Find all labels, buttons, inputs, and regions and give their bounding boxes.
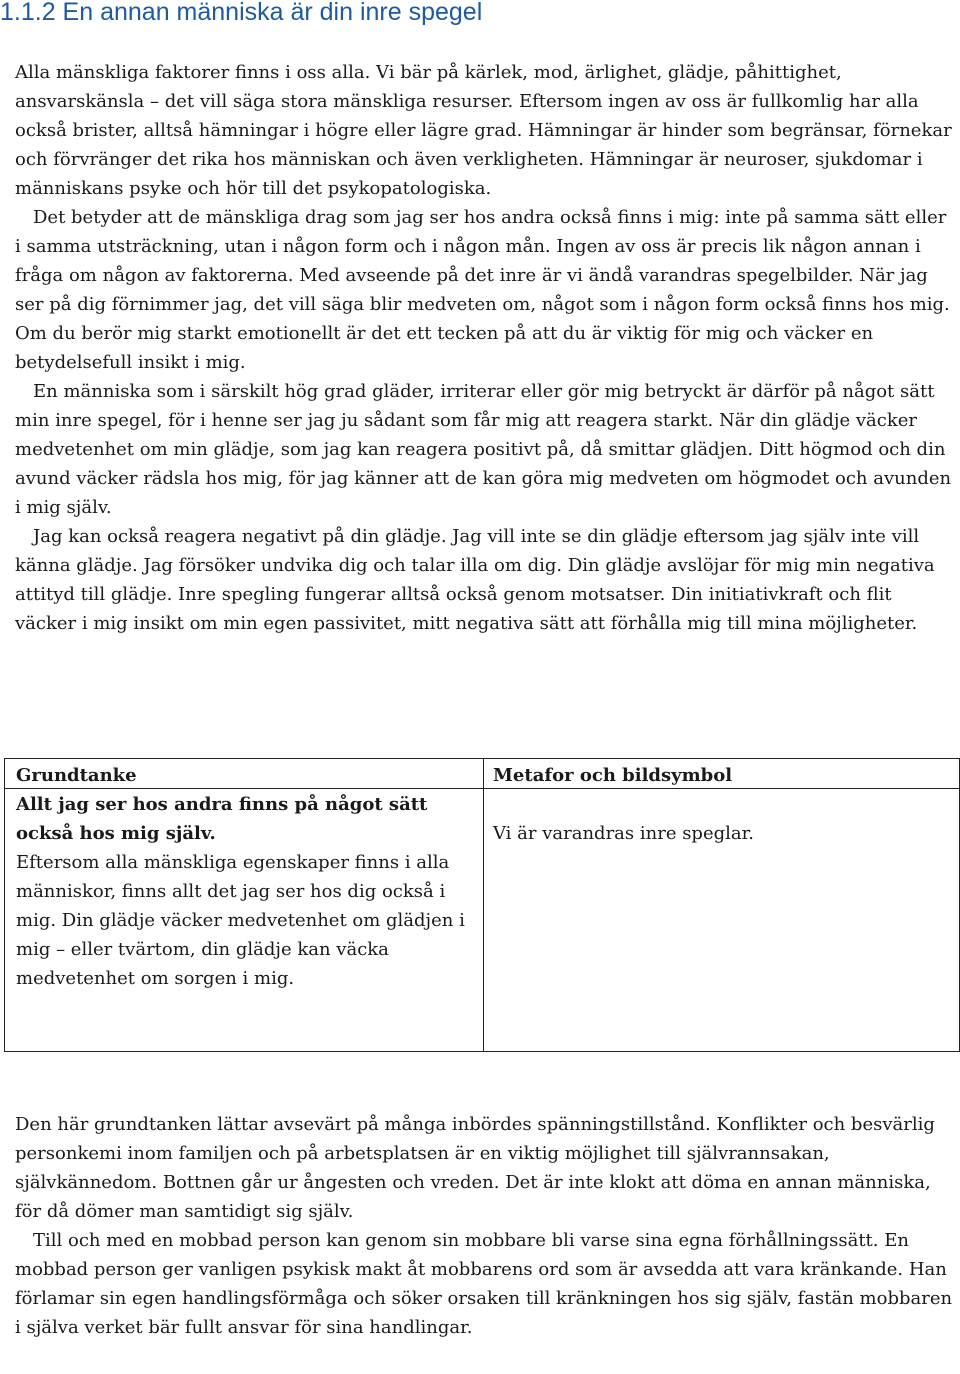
grundtanke-cell [5,759,484,1051]
grundtanke-header: Grundtanke [16,765,137,786]
grundtanke-explanation: Eftersom alla mänskliga egenskaper finns i alla människor, finns allt det jag ser hos dig också i mig. Din glädje väcker medvetenhet om glädjen i mig – eller tvärtom, din glädje kan väcka medvetenhet om sorgen i mig. [16,852,465,989]
intro-text [15,58,955,638]
table-header-divider [4,788,483,789]
paragraph: En människa som i särskilt hög grad gläder, irriterar eller gör mig betryckt är därför på något sätt min inre spegel, för i henne ser jag ju sådant som får mig att reagera starkt. När din glädje väcker medvetenhet om min glädje, som jag kan reagera positivt på, då smittar glädjen. Ditt högmod och din avund väcker rädsla hos mig, för jag känner att de kan göra mig medveten om högmodet och avunden i mig själv. [15,381,952,518]
metafor-text: Vi är varandras inre speglar. [493,823,754,844]
section-heading: 1.1.2 En annan människa är din inre spegel [0,0,483,26]
metafor-cell [484,759,959,1051]
grundtanke-statement: Allt jag ser hos andra finns på något sätt också hos mig själv. [16,794,428,844]
table-header-divider [483,788,960,789]
summary-table [4,758,960,1052]
paragraph: Till och med en mobbad person kan genom sin mobbare bli varse sina egna förhållningssätt. En mobbad person ger vanligen psykisk makt åt mobbarens ord som är avsedda att vara kränkande. Han förlamar sin egen handlingsförmåga och söker orsaken till kränkningen hos sig själv, fastän mobbaren i själva verket bär fullt ansvar för sina handlingar. [15,1230,953,1338]
outro-text [15,1110,955,1342]
metafor-header: Metafor och bildsymbol [493,765,733,786]
paragraph: Alla mänskliga faktorer finns i oss alla. Vi bär på kärlek, mod, ärlighet, glädje, påhittighet, ansvarskänsla – det vill säga stora mänskliga resurser. Eftersom ingen av oss är fullkomlig har alla också brister, alltså hämningar i högre eller lägre grad. Hämningar är hinder som begränsar, förnekar och förvränger det rika hos människan och även verkligheten. Hämningar är neuroser, sjukdomar i människans psyke och hör till det psykopatologiska. [15,62,952,199]
paragraph: Jag kan också reagera negativt på din glädje. Jag vill inte se din glädje eftersom jag själv inte vill känna glädje. Jag försöker undvika dig och talar illa om dig. Din glädje avslöjar för mig min negativa attityd till glädje. Inre spegling fungerar alltså också genom motsatser. Din initiativkraft och flit väcker i mig insikt om min egen passivitet, mitt negativa sätt att förhålla mig till mina möjligheter. [15,526,935,634]
paragraph: Den här grundtanken lättar avsevärt på många inbördes spänningstillstånd. Konflikter och besvärlig personkemi inom familjen och på arbetsplatsen är en viktig möjlighet till självrannsakan, självkännedom. Bottnen går ur ångesten och vreden. Det är inte klokt att döma en annan människa, för då dömer man samtidigt sig själv. [15,1114,935,1222]
paragraph: Det betyder att de mänskliga drag som jag ser hos andra också finns i mig: inte på samma sätt eller i samma utsträckning, utan i någon form och i någon mån. Ingen av oss är precis lik någon annan i fråga om någon av faktorerna. Med avseende på det inre är vi ändå varandras spegelbilder. När jag ser på dig förnimmer jag, det vill säga blir medveten om, något som i någon form också finns hos mig. Om du berör mig starkt emotionellt är det ett tecken på att du är viktig för mig och väcker en betydelsefull insikt i mig. [15,207,950,373]
